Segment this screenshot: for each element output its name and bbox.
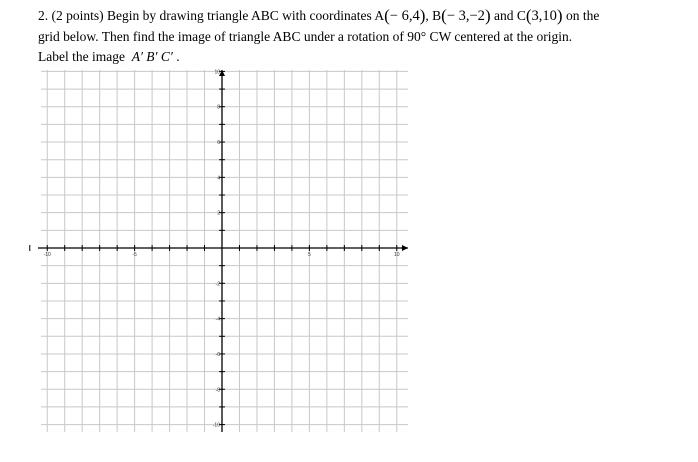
x-tick-label: -10 (43, 252, 51, 258)
x-axis-arrow (402, 245, 408, 251)
y-tick-label: -6 (215, 351, 220, 358)
line-3-period: . (176, 49, 180, 64)
y-tick-label: 2 (217, 210, 220, 217)
point-a-coords: − 6,4 (389, 8, 420, 24)
y-tick-label: 4 (217, 175, 220, 182)
line-1-end: on the (565, 8, 600, 23)
y-tick-label: -8 (215, 387, 220, 394)
y-tick-label: -10 (212, 422, 220, 429)
connector-and: and (493, 8, 514, 23)
y-tick-label: 6 (217, 140, 220, 147)
question-points: (2 points) (51, 8, 104, 23)
point-a-label: A (374, 8, 385, 23)
y-tick-label: 10 (214, 69, 220, 76)
x-tick-label: 10 (393, 252, 400, 258)
y-tick-label: 8 (217, 104, 220, 111)
y-tick-label: -4 (215, 316, 220, 323)
x-tick-label: 5 (307, 252, 311, 258)
question-line-2: grid below. Then find the image of triangle ABC under a rotation of 90° CW centered at the origin. (38, 28, 573, 44)
label-instruction: Label the image (38, 49, 125, 64)
y-tick-label: -2 (215, 281, 220, 288)
image-label: A′ B′ C′ (131, 49, 173, 64)
question-intro: Begin by drawing triangle ABC with coordinates (107, 8, 372, 23)
point-c-label: C (516, 8, 526, 23)
point-c-coords: 3,10 (531, 8, 557, 24)
question-number: 2. (38, 8, 49, 23)
question-line-1: 2. (2 points) Begin by drawing triangle ABC with coordinates A(− 6,4), B(− 3,−2) and C(3,10) on the (38, 6, 600, 25)
x-tick-label: -5 (132, 252, 137, 258)
point-b-coords: − 3,−2 (446, 8, 485, 24)
point-b-label: B (432, 8, 442, 23)
